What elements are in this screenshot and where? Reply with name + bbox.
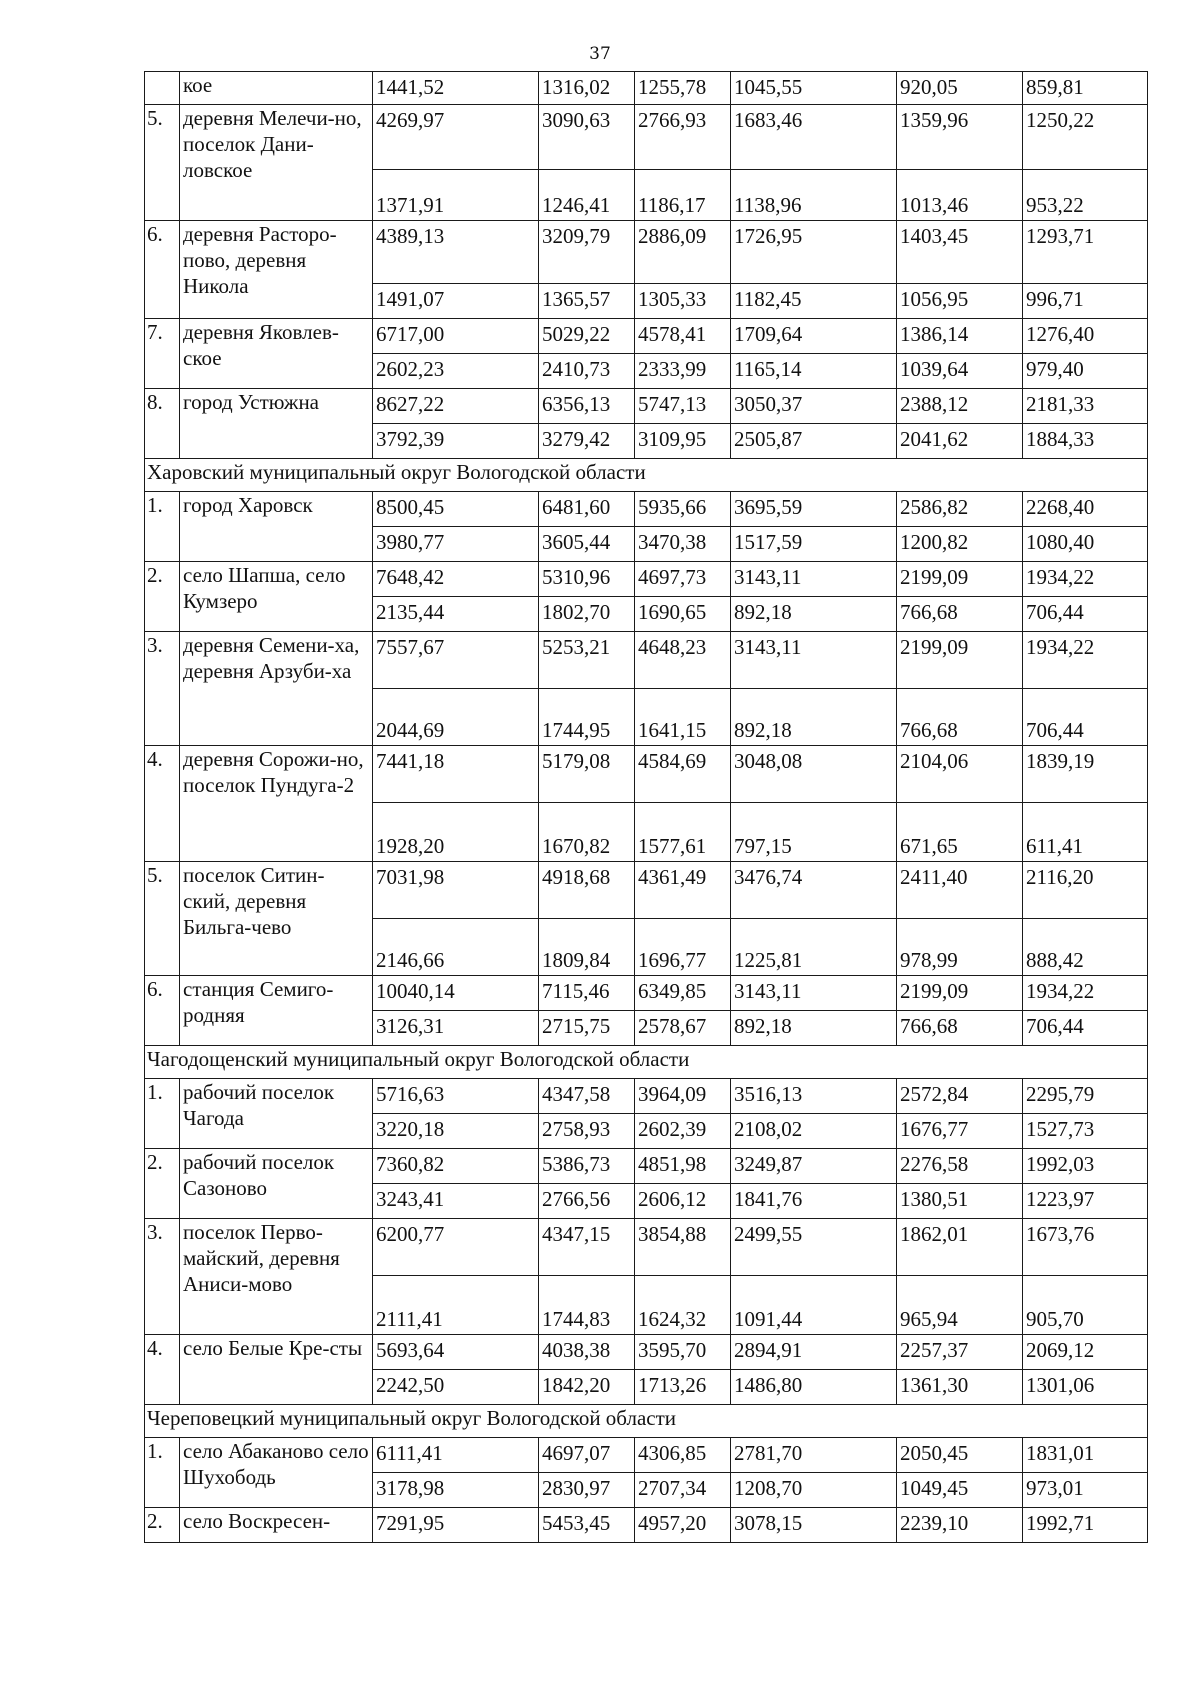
district-header-row [145, 459, 1148, 492]
value-cell: 1305,33 [635, 284, 731, 319]
value-cell: 5310,96 [539, 562, 635, 597]
value-cell: 2505,87 [731, 424, 897, 459]
value-cell: 4361,49 [635, 862, 731, 919]
table-row [145, 862, 1148, 919]
value-cell: 3126,31 [373, 1011, 539, 1046]
value-cell: 6111,41 [373, 1438, 539, 1473]
settlement-name: деревня Яковлев-ское [180, 319, 373, 389]
value-cell: 979,40 [1023, 354, 1148, 389]
value-cell: 1744,83 [539, 1276, 635, 1335]
value-cell: 1491,07 [373, 284, 539, 319]
value-cell: 1441,52 [373, 72, 539, 105]
settlement-name: село Воскресен- [180, 1508, 373, 1543]
value-cell: 1934,22 [1023, 562, 1148, 597]
settlement-name: село Белые Кре-сты [180, 1335, 373, 1405]
value-cell: 1624,32 [635, 1276, 731, 1335]
value-cell: 3143,11 [731, 976, 897, 1011]
value-cell: 1641,15 [635, 689, 731, 746]
value-cell: 4389,13 [373, 221, 539, 284]
table-row [145, 319, 1148, 354]
value-cell: 706,44 [1023, 1011, 1148, 1046]
value-cell: 2758,93 [539, 1114, 635, 1149]
value-cell: 1486,80 [731, 1370, 897, 1405]
value-cell: 1696,77 [635, 919, 731, 976]
value-cell: 6200,77 [373, 1219, 539, 1276]
settlement-name: деревня Расторо-пово, деревня Никола [180, 221, 373, 319]
value-cell: 1841,76 [731, 1184, 897, 1219]
value-cell: 3048,08 [731, 746, 897, 803]
value-cell: 7115,46 [539, 976, 635, 1011]
row-number: 8. [145, 389, 180, 459]
value-cell: 1380,51 [897, 1184, 1023, 1219]
value-cell: 3980,77 [373, 527, 539, 562]
value-cell: 2199,09 [897, 976, 1023, 1011]
value-cell: 2333,99 [635, 354, 731, 389]
value-cell: 5253,21 [539, 632, 635, 689]
value-cell: 7441,18 [373, 746, 539, 803]
table-row [145, 746, 1148, 803]
value-cell: 2578,67 [635, 1011, 731, 1046]
table-row [145, 1335, 1148, 1370]
value-cell: 5716,63 [373, 1079, 539, 1114]
value-cell: 7031,98 [373, 862, 539, 919]
value-cell: 1039,64 [897, 354, 1023, 389]
tariff-table [144, 71, 1148, 1543]
value-cell: 3078,15 [731, 1508, 897, 1543]
value-cell: 2041,62 [897, 424, 1023, 459]
table-row [145, 389, 1148, 424]
row-number: 4. [145, 746, 180, 862]
settlement-name: деревня Мелечи-но, поселок Дани-ловское [180, 105, 373, 221]
value-cell: 2411,40 [897, 862, 1023, 919]
value-cell: 3249,87 [731, 1149, 897, 1184]
district-header-row [145, 1405, 1148, 1438]
row-number: 7. [145, 319, 180, 389]
value-cell: 2894,91 [731, 1335, 897, 1370]
value-cell: 973,01 [1023, 1473, 1148, 1508]
value-cell: 1809,84 [539, 919, 635, 976]
value-cell: 3605,44 [539, 527, 635, 562]
value-cell: 2069,12 [1023, 1335, 1148, 1370]
value-cell: 1359,96 [897, 105, 1023, 170]
value-cell: 1386,14 [897, 319, 1023, 354]
value-cell: 3854,88 [635, 1219, 731, 1276]
table-row [145, 1438, 1148, 1473]
value-cell: 1673,76 [1023, 1219, 1148, 1276]
value-cell: 1371,91 [373, 170, 539, 221]
value-cell: 5029,22 [539, 319, 635, 354]
row-number: 2. [145, 562, 180, 632]
table-row [145, 492, 1148, 527]
settlement-name: поселок Ситин-ский, деревня Бильга-чево [180, 862, 373, 976]
row-number: 4. [145, 1335, 180, 1405]
value-cell: 7648,42 [373, 562, 539, 597]
value-cell: 3470,38 [635, 527, 731, 562]
row-number: 1. [145, 1438, 180, 1508]
value-cell: 4648,23 [635, 632, 731, 689]
value-cell: 7291,95 [373, 1508, 539, 1543]
value-cell: 1246,41 [539, 170, 635, 221]
value-cell: 4038,38 [539, 1335, 635, 1370]
value-cell: 3143,11 [731, 632, 897, 689]
value-cell: 1013,46 [897, 170, 1023, 221]
value-cell: 978,99 [897, 919, 1023, 976]
settlement-name: село Шапша, село Кумзеро [180, 562, 373, 632]
value-cell: 2410,73 [539, 354, 635, 389]
value-cell: 1676,77 [897, 1114, 1023, 1149]
settlement-name: поселок Перво-майский, деревня Аниси-мово [180, 1219, 373, 1335]
value-cell: 892,18 [731, 689, 897, 746]
value-cell: 2276,58 [897, 1149, 1023, 1184]
table-row [145, 562, 1148, 597]
value-cell: 6717,00 [373, 319, 539, 354]
value-cell: 611,41 [1023, 803, 1148, 862]
value-cell: 1208,70 [731, 1473, 897, 1508]
value-cell: 4347,15 [539, 1219, 635, 1276]
settlement-name: село Абаканово село Шухободь [180, 1438, 373, 1508]
row-number: 1. [145, 1079, 180, 1149]
value-cell: 1091,44 [731, 1276, 897, 1335]
settlement-name: деревня Сорожи-но, поселок Пундуга-2 [180, 746, 373, 862]
value-cell: 2199,09 [897, 562, 1023, 597]
value-cell: 1301,06 [1023, 1370, 1148, 1405]
value-cell: 2602,23 [373, 354, 539, 389]
value-cell: 797,15 [731, 803, 897, 862]
value-cell: 4578,41 [635, 319, 731, 354]
value-cell: 7360,82 [373, 1149, 539, 1184]
value-cell: 2715,75 [539, 1011, 635, 1046]
value-cell: 1713,26 [635, 1370, 731, 1405]
row-number: 5. [145, 105, 180, 221]
value-cell: 1056,95 [897, 284, 1023, 319]
value-cell: 2044,69 [373, 689, 539, 746]
value-cell: 1802,70 [539, 597, 635, 632]
value-cell: 2181,33 [1023, 389, 1148, 424]
row-number: 3. [145, 1219, 180, 1335]
value-cell: 5693,64 [373, 1335, 539, 1370]
value-cell: 671,65 [897, 803, 1023, 862]
value-cell: 3090,63 [539, 105, 635, 170]
value-cell: 2111,41 [373, 1276, 539, 1335]
value-cell: 1045,55 [731, 72, 897, 105]
table-row [145, 105, 1148, 170]
value-cell: 1744,95 [539, 689, 635, 746]
value-cell: 1934,22 [1023, 976, 1148, 1011]
settlement-name: станция Семиго-родняя [180, 976, 373, 1046]
value-cell: 1577,61 [635, 803, 731, 862]
value-cell: 766,68 [897, 689, 1023, 746]
value-cell: 2050,45 [897, 1438, 1023, 1473]
value-cell: 1049,45 [897, 1473, 1023, 1508]
district-title: Харовский муниципальный округ Вологодской области [145, 459, 1148, 492]
value-cell: 1884,33 [1023, 424, 1148, 459]
table-row [145, 1149, 1148, 1184]
value-cell: 2108,02 [731, 1114, 897, 1149]
value-cell: 3595,70 [635, 1335, 731, 1370]
row-number: 1. [145, 492, 180, 562]
value-cell: 1225,81 [731, 919, 897, 976]
value-cell: 1839,19 [1023, 746, 1148, 803]
value-cell: 5386,73 [539, 1149, 635, 1184]
value-cell: 1316,02 [539, 72, 635, 105]
row-number: 3. [145, 632, 180, 746]
value-cell: 8627,22 [373, 389, 539, 424]
value-cell: 1223,97 [1023, 1184, 1148, 1219]
value-cell: 4851,98 [635, 1149, 731, 1184]
value-cell: 1726,95 [731, 221, 897, 284]
value-cell: 6349,85 [635, 976, 731, 1011]
value-cell: 2257,37 [897, 1335, 1023, 1370]
value-cell: 4269,97 [373, 105, 539, 170]
table-row [145, 976, 1148, 1011]
value-cell: 1992,03 [1023, 1149, 1148, 1184]
value-cell: 2199,09 [897, 632, 1023, 689]
settlement-name: рабочий поселок Сазоново [180, 1149, 373, 1219]
value-cell: 4306,85 [635, 1438, 731, 1473]
district-title: Чагодощенский муниципальный округ Вологодской области [145, 1046, 1148, 1079]
value-cell: 2388,12 [897, 389, 1023, 424]
table-body [145, 72, 1148, 1543]
settlement-name: город Харовск [180, 492, 373, 562]
value-cell: 3695,59 [731, 492, 897, 527]
row-number: 6. [145, 976, 180, 1046]
row-number: 5. [145, 862, 180, 976]
value-cell: 3279,42 [539, 424, 635, 459]
value-cell: 1928,20 [373, 803, 539, 862]
value-cell: 6481,60 [539, 492, 635, 527]
value-cell: 1165,14 [731, 354, 897, 389]
value-cell: 3143,11 [731, 562, 897, 597]
value-cell: 6356,13 [539, 389, 635, 424]
value-cell: 1934,22 [1023, 632, 1148, 689]
value-cell: 1670,82 [539, 803, 635, 862]
value-cell: 3050,37 [731, 389, 897, 424]
value-cell: 4584,69 [635, 746, 731, 803]
value-cell: 3516,13 [731, 1079, 897, 1114]
settlement-name: рабочий поселок Чагода [180, 1079, 373, 1149]
value-cell: 1690,65 [635, 597, 731, 632]
value-cell: 4697,07 [539, 1438, 635, 1473]
value-cell: 905,70 [1023, 1276, 1148, 1335]
value-cell: 920,05 [897, 72, 1023, 105]
value-cell: 3243,41 [373, 1184, 539, 1219]
value-cell: 5179,08 [539, 746, 635, 803]
value-cell: 2766,56 [539, 1184, 635, 1219]
value-cell: 2104,06 [897, 746, 1023, 803]
value-cell: 2268,40 [1023, 492, 1148, 527]
table-row [145, 632, 1148, 689]
value-cell: 1831,01 [1023, 1438, 1148, 1473]
value-cell: 2781,70 [731, 1438, 897, 1473]
value-cell: 1182,45 [731, 284, 897, 319]
value-cell: 2886,09 [635, 221, 731, 284]
value-cell: 3964,09 [635, 1079, 731, 1114]
value-cell: 3792,39 [373, 424, 539, 459]
value-cell: 2242,50 [373, 1370, 539, 1405]
value-cell: 7557,67 [373, 632, 539, 689]
value-cell: 2116,20 [1023, 862, 1148, 919]
value-cell: 1842,20 [539, 1370, 635, 1405]
value-cell: 5453,45 [539, 1508, 635, 1543]
district-title: Череповецкий муниципальный округ Вологодской области [145, 1405, 1148, 1438]
row-number: 6. [145, 221, 180, 319]
value-cell: 5935,66 [635, 492, 731, 527]
value-cell: 888,42 [1023, 919, 1148, 976]
value-cell: 2572,84 [897, 1079, 1023, 1114]
settlement-name: кое [180, 72, 373, 105]
settlement-name: город Устюжна [180, 389, 373, 459]
table-row [145, 221, 1148, 284]
value-cell: 1517,59 [731, 527, 897, 562]
value-cell: 2766,93 [635, 105, 731, 170]
value-cell: 2135,44 [373, 597, 539, 632]
value-cell: 1683,46 [731, 105, 897, 170]
value-cell: 4697,73 [635, 562, 731, 597]
value-cell: 1992,71 [1023, 1508, 1148, 1543]
table-row [145, 1219, 1148, 1276]
value-cell: 4347,58 [539, 1079, 635, 1114]
value-cell: 1709,64 [731, 319, 897, 354]
value-cell: 953,22 [1023, 170, 1148, 221]
value-cell: 2295,79 [1023, 1079, 1148, 1114]
value-cell: 1080,40 [1023, 527, 1148, 562]
district-header-row [145, 1046, 1148, 1079]
value-cell: 1276,40 [1023, 319, 1148, 354]
value-cell: 2586,82 [897, 492, 1023, 527]
page-number: 37 [589, 44, 611, 64]
value-cell: 3220,18 [373, 1114, 539, 1149]
value-cell: 4918,68 [539, 862, 635, 919]
table-row [145, 72, 1148, 105]
value-cell: 1403,45 [897, 221, 1023, 284]
row-number [145, 72, 180, 105]
table-row [145, 1079, 1148, 1114]
value-cell: 1200,82 [897, 527, 1023, 562]
value-cell: 766,68 [897, 597, 1023, 632]
value-cell: 2146,66 [373, 919, 539, 976]
value-cell: 4957,20 [635, 1508, 731, 1543]
value-cell: 2239,10 [897, 1508, 1023, 1543]
row-number: 2. [145, 1149, 180, 1219]
value-cell: 892,18 [731, 597, 897, 632]
row-number: 2. [145, 1508, 180, 1543]
value-cell: 1255,78 [635, 72, 731, 105]
value-cell: 2606,12 [635, 1184, 731, 1219]
value-cell: 1361,30 [897, 1370, 1023, 1405]
value-cell: 2602,39 [635, 1114, 731, 1149]
value-cell: 996,71 [1023, 284, 1148, 319]
value-cell: 965,94 [897, 1276, 1023, 1335]
value-cell: 10040,14 [373, 976, 539, 1011]
value-cell: 892,18 [731, 1011, 897, 1046]
value-cell: 3476,74 [731, 862, 897, 919]
settlement-name: деревня Семени-ха, деревня Арзуби-ха [180, 632, 373, 746]
value-cell: 1186,17 [635, 170, 731, 221]
value-cell: 1293,71 [1023, 221, 1148, 284]
value-cell: 706,44 [1023, 689, 1148, 746]
value-cell: 1250,22 [1023, 105, 1148, 170]
value-cell: 2707,34 [635, 1473, 731, 1508]
value-cell: 706,44 [1023, 597, 1148, 632]
value-cell: 8500,45 [373, 492, 539, 527]
value-cell: 1138,96 [731, 170, 897, 221]
value-cell: 3209,79 [539, 221, 635, 284]
value-cell: 2499,55 [731, 1219, 897, 1276]
value-cell: 766,68 [897, 1011, 1023, 1046]
value-cell: 1862,01 [897, 1219, 1023, 1276]
value-cell: 1527,73 [1023, 1114, 1148, 1149]
value-cell: 2830,97 [539, 1473, 635, 1508]
value-cell: 859,81 [1023, 72, 1148, 105]
value-cell: 5747,13 [635, 389, 731, 424]
value-cell: 1365,57 [539, 284, 635, 319]
value-cell: 3109,95 [635, 424, 731, 459]
table-row [145, 1508, 1148, 1543]
value-cell: 3178,98 [373, 1473, 539, 1508]
